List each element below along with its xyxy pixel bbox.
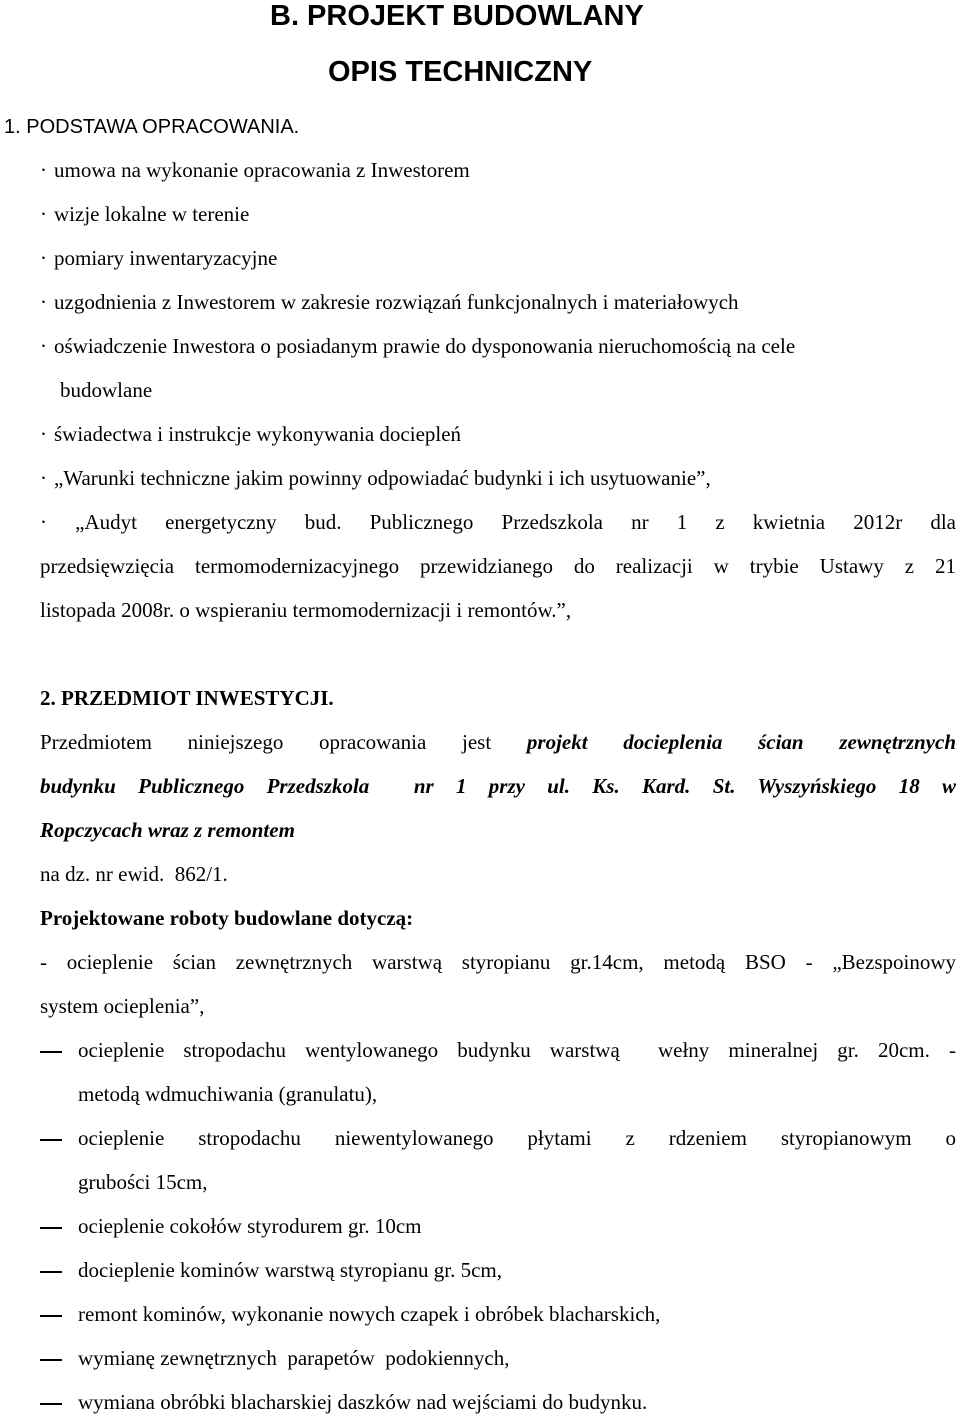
work-item-line: ocieplenie cokołów styrodurem gr. 10cm <box>78 1214 422 1238</box>
list-item: · umowa na wykonanie opracowania z Inwestorem <box>40 158 470 182</box>
work-item-line: ocieplenie stropodachu wentylowanego budynku warstwą wełny mineralnej gr. 20cm. - <box>78 1038 956 1062</box>
work-item-continuation: metodą wdmuchiwania (granulatu), <box>78 1082 378 1106</box>
list-item: · uzgodnienia z Inwestorem w zakresie rozwiązań funkcjonalnych i materiałowych <box>40 290 739 314</box>
plot-number: na dz. nr ewid. 862/1. <box>40 862 228 886</box>
document-title: B. PROJEKT BUDOWLANY <box>270 0 644 32</box>
audit-item-line-2: przedsięwzięcia termomodernizacyjnego przewidzianego do realizacji w trybie Ustawy z 21 <box>40 554 956 578</box>
dash-bullet <box>40 1403 62 1405</box>
document-subtitle: OPIS TECHNICZNY <box>328 56 593 88</box>
list-item: · oświadczenie Inwestora o posiadanym prawie do dysponowania nieruchomością na cele <box>40 334 796 358</box>
dash-bullet <box>40 1315 62 1317</box>
dash-bullet <box>40 1359 62 1361</box>
work-item-line: wymianę zewnętrznych parapetów podokiennych, <box>78 1346 510 1370</box>
work-item-line: wymiana obróbki blacharskiej daszków nad wejściami do budynku. <box>78 1390 648 1414</box>
work-item-1-line-1: - ocieplenie ścian zewnętrznych warstwą styropianu gr.14cm, metodą BSO - „Bezspoinowy <box>40 950 956 974</box>
list-item: · wizje lokalne w terenie <box>40 202 250 226</box>
audit-item-line-1: · „Audyt energetyczny bud. Publicznego Przedszkola nr 1 z kwietnia 2012r dla <box>40 510 957 534</box>
list-item-continuation: budowlane <box>60 378 153 402</box>
work-item-1-line-2: system ocieplenia”, <box>40 994 205 1018</box>
list-item: · pomiary inwentaryzacyjne <box>40 246 278 270</box>
list-item: · świadectwa i instrukcje wykonywania dociepleń <box>40 422 462 446</box>
work-item-line: remont kominów, wykonanie nowych czapek i obróbek blacharskich, <box>78 1302 661 1326</box>
section-2-heading: 2. PRZEDMIOT INWESTYCJI. <box>40 686 334 710</box>
work-item-continuation: grubości 15cm, <box>78 1170 208 1194</box>
subject-line-1: Przedmiotem niniejszego opracowania jest projekt docieplenia ścian zewnętrznych <box>40 730 956 754</box>
dash-bullet <box>40 1271 62 1273</box>
list-item: · „Warunki techniczne jakim powinny odpowiadać budynki i ich usytuowanie”, <box>40 466 711 490</box>
subject-line-2: budynku Publicznego Przedszkola nr 1 przy ul. Ks. Kard. St. Wyszyńskiego 18 w <box>40 774 956 798</box>
section-1-heading: 1. PODSTAWA OPRACOWANIA. <box>4 116 300 138</box>
work-item-line: docieplenie kominów warstwą styropianu gr. 5cm, <box>78 1258 502 1282</box>
dash-bullet <box>40 1051 62 1053</box>
works-heading: Projektowane roboty budowlane dotyczą: <box>40 906 414 930</box>
subject-line-3: Ropczycach wraz z remontem <box>40 818 295 842</box>
dash-bullet <box>40 1227 62 1229</box>
dash-bullet <box>40 1139 62 1141</box>
work-item-line: ocieplenie stropodachu niewentylowanego płytami z rdzeniem styropianowym o <box>78 1126 956 1150</box>
audit-item-line-3: listopada 2008r. o wspieraniu termomodernizacji i remontów.”, <box>40 598 572 622</box>
